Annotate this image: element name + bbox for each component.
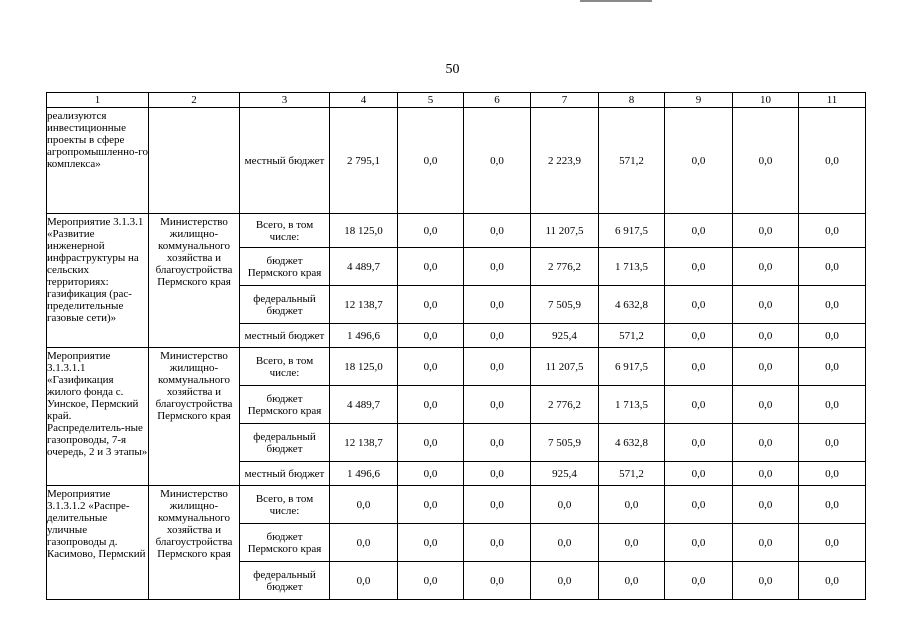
executor-cell bbox=[149, 108, 240, 214]
funding-source-cell: Всего, в том числе: bbox=[240, 486, 330, 524]
value-cell: 0,0 bbox=[733, 562, 799, 600]
value-cell: 0,0 bbox=[665, 214, 733, 248]
value-cell: 0,0 bbox=[464, 462, 531, 486]
value-cell: 0,0 bbox=[799, 248, 866, 286]
value-cell: 0,0 bbox=[398, 324, 464, 348]
value-cell: 0,0 bbox=[398, 562, 464, 600]
value-cell: 0,0 bbox=[733, 524, 799, 562]
value-cell: 0,0 bbox=[799, 108, 866, 214]
header-row bbox=[47, 93, 866, 108]
value-cell: 0,0 bbox=[398, 524, 464, 562]
value-cell: 0,0 bbox=[799, 462, 866, 486]
value-cell: 0,0 bbox=[733, 486, 799, 524]
value-cell: 0,0 bbox=[464, 524, 531, 562]
funding-source-cell: бюджет Пермского края bbox=[240, 524, 330, 562]
value-cell: 0,0 bbox=[665, 524, 733, 562]
value-cell: 0,0 bbox=[398, 108, 464, 214]
value-cell: 4 489,7 bbox=[330, 386, 398, 424]
value-cell: 0,0 bbox=[464, 562, 531, 600]
value-cell: 1 496,6 bbox=[330, 462, 398, 486]
value-cell: 12 138,7 bbox=[330, 286, 398, 324]
value-cell: 0,0 bbox=[398, 462, 464, 486]
funding-source-cell: федеральный бюджет bbox=[240, 562, 330, 600]
measure-name-cell: реализуются инвестиционные проекты в сфере агропромышленно-го комплекса» bbox=[47, 108, 149, 214]
value-cell: 2 223,9 bbox=[531, 108, 599, 214]
header-cell: 4 bbox=[330, 93, 398, 108]
top-rule bbox=[580, 0, 652, 2]
header-cell: 7 bbox=[531, 93, 599, 108]
value-cell: 0,0 bbox=[464, 286, 531, 324]
value-cell: 0,0 bbox=[665, 248, 733, 286]
value-cell: 0,0 bbox=[799, 486, 866, 524]
table-row bbox=[47, 214, 866, 248]
header-cell: 2 bbox=[149, 93, 240, 108]
header-cell: 6 bbox=[464, 93, 531, 108]
header-cell: 8 bbox=[599, 93, 665, 108]
value-cell: 0,0 bbox=[531, 524, 599, 562]
funding-source-cell: бюджет Пермского края bbox=[240, 248, 330, 286]
value-cell: 7 505,9 bbox=[531, 286, 599, 324]
header-cell: 10 bbox=[733, 93, 799, 108]
value-cell: 0,0 bbox=[665, 286, 733, 324]
executor-cell: Министерство жилищно-коммунального хозяйства и благоустройства Пермского края bbox=[149, 214, 240, 348]
value-cell: 0,0 bbox=[398, 214, 464, 248]
value-cell: 0,0 bbox=[398, 386, 464, 424]
value-cell: 0,0 bbox=[665, 108, 733, 214]
value-cell: 925,4 bbox=[531, 324, 599, 348]
value-cell: 4 489,7 bbox=[330, 248, 398, 286]
value-cell: 0,0 bbox=[464, 486, 531, 524]
value-cell: 571,2 bbox=[599, 462, 665, 486]
value-cell: 7 505,9 bbox=[531, 424, 599, 462]
value-cell: 0,0 bbox=[799, 386, 866, 424]
funding-source-cell: местный бюджет bbox=[240, 462, 330, 486]
value-cell: 0,0 bbox=[398, 486, 464, 524]
executor-cell: Министерство жилищно-коммунального хозяйства и благоустройства Пермского края bbox=[149, 486, 240, 600]
value-cell: 0,0 bbox=[599, 562, 665, 600]
value-cell: 1 713,5 bbox=[599, 386, 665, 424]
value-cell: 12 138,7 bbox=[330, 424, 398, 462]
value-cell: 0,0 bbox=[733, 248, 799, 286]
value-cell: 0,0 bbox=[665, 462, 733, 486]
value-cell: 0,0 bbox=[531, 562, 599, 600]
value-cell: 0,0 bbox=[398, 248, 464, 286]
value-cell: 0,0 bbox=[665, 348, 733, 386]
value-cell: 0,0 bbox=[665, 424, 733, 462]
value-cell: 0,0 bbox=[464, 108, 531, 214]
value-cell: 925,4 bbox=[531, 462, 599, 486]
header-cell: 5 bbox=[398, 93, 464, 108]
table-row bbox=[47, 486, 866, 524]
value-cell: 18 125,0 bbox=[330, 348, 398, 386]
value-cell: 0,0 bbox=[799, 348, 866, 386]
funding-source-cell: федеральный бюджет bbox=[240, 424, 330, 462]
value-cell: 0,0 bbox=[733, 214, 799, 248]
value-cell: 6 917,5 bbox=[599, 214, 665, 248]
value-cell: 1 713,5 bbox=[599, 248, 665, 286]
value-cell: 0,0 bbox=[398, 348, 464, 386]
value-cell: 0,0 bbox=[398, 424, 464, 462]
value-cell: 0,0 bbox=[464, 386, 531, 424]
value-cell: 11 207,5 bbox=[531, 348, 599, 386]
measure-name-cell: Мероприятие 3.1.3.1 «Развитие инженерной инфраструктуры на сельских территориях: газификация (рас-пределительные газовые сети)» bbox=[47, 214, 149, 348]
value-cell: 0,0 bbox=[464, 424, 531, 462]
value-cell: 0,0 bbox=[665, 324, 733, 348]
value-cell: 4 632,8 bbox=[599, 286, 665, 324]
header-cell: 1 bbox=[47, 93, 149, 108]
value-cell: 0,0 bbox=[330, 562, 398, 600]
value-cell: 0,0 bbox=[398, 286, 464, 324]
value-cell: 0,0 bbox=[665, 386, 733, 424]
value-cell: 0,0 bbox=[733, 348, 799, 386]
table-body bbox=[47, 93, 866, 600]
table-row bbox=[47, 108, 866, 214]
value-cell: 0,0 bbox=[799, 424, 866, 462]
value-cell: 0,0 bbox=[599, 524, 665, 562]
value-cell: 0,0 bbox=[599, 486, 665, 524]
value-cell: 0,0 bbox=[799, 524, 866, 562]
header-cell: 3 bbox=[240, 93, 330, 108]
value-cell: 0,0 bbox=[330, 524, 398, 562]
value-cell: 0,0 bbox=[464, 324, 531, 348]
funding-source-cell: местный бюджет bbox=[240, 108, 330, 214]
value-cell: 0,0 bbox=[464, 248, 531, 286]
page-number: 50 bbox=[445, 62, 460, 77]
executor-cell: Министерство жилищно-коммунального хозяйства и благоустройства Пермского края bbox=[149, 348, 240, 486]
header-cell: 9 bbox=[665, 93, 733, 108]
funding-source-cell: бюджет Пермского края bbox=[240, 386, 330, 424]
funding-source-cell: местный бюджет bbox=[240, 324, 330, 348]
value-cell: 0,0 bbox=[665, 562, 733, 600]
value-cell: 0,0 bbox=[733, 386, 799, 424]
value-cell: 1 496,6 bbox=[330, 324, 398, 348]
measure-name-cell: Мероприятие 3.1.3.1.2 «Распре-делительные уличные газопроводы д. Касимово, Пермский bbox=[47, 486, 149, 600]
value-cell: 0,0 bbox=[733, 424, 799, 462]
value-cell: 0,0 bbox=[531, 486, 599, 524]
value-cell: 4 632,8 bbox=[599, 424, 665, 462]
budget-table bbox=[46, 92, 866, 600]
value-cell: 0,0 bbox=[464, 348, 531, 386]
value-cell: 0,0 bbox=[733, 462, 799, 486]
table-row bbox=[47, 348, 866, 386]
value-cell: 2 776,2 bbox=[531, 248, 599, 286]
header-cell: 11 bbox=[799, 93, 866, 108]
value-cell: 0,0 bbox=[330, 486, 398, 524]
value-cell: 0,0 bbox=[665, 486, 733, 524]
value-cell: 11 207,5 bbox=[531, 214, 599, 248]
value-cell: 6 917,5 bbox=[599, 348, 665, 386]
funding-source-cell: Всего, в том числе: bbox=[240, 214, 330, 248]
value-cell: 0,0 bbox=[799, 562, 866, 600]
measure-name-cell: Мероприятие 3.1.3.1.1 «Газификация жилого фонда с. Уинское, Пермский край. Распределитель-ные газопроводы, 7-я очередь, 2 и 3 этапы» bbox=[47, 348, 149, 486]
value-cell: 18 125,0 bbox=[330, 214, 398, 248]
value-cell: 0,0 bbox=[799, 286, 866, 324]
value-cell: 0,0 bbox=[464, 214, 531, 248]
value-cell: 0,0 bbox=[733, 108, 799, 214]
value-cell: 571,2 bbox=[599, 324, 665, 348]
funding-source-cell: Всего, в том числе: bbox=[240, 348, 330, 386]
value-cell: 0,0 bbox=[733, 286, 799, 324]
value-cell: 0,0 bbox=[799, 324, 866, 348]
value-cell: 0,0 bbox=[733, 324, 799, 348]
value-cell: 0,0 bbox=[799, 214, 866, 248]
value-cell: 2 795,1 bbox=[330, 108, 398, 214]
value-cell: 2 776,2 bbox=[531, 386, 599, 424]
funding-source-cell: федеральный бюджет bbox=[240, 286, 330, 324]
value-cell: 571,2 bbox=[599, 108, 665, 214]
